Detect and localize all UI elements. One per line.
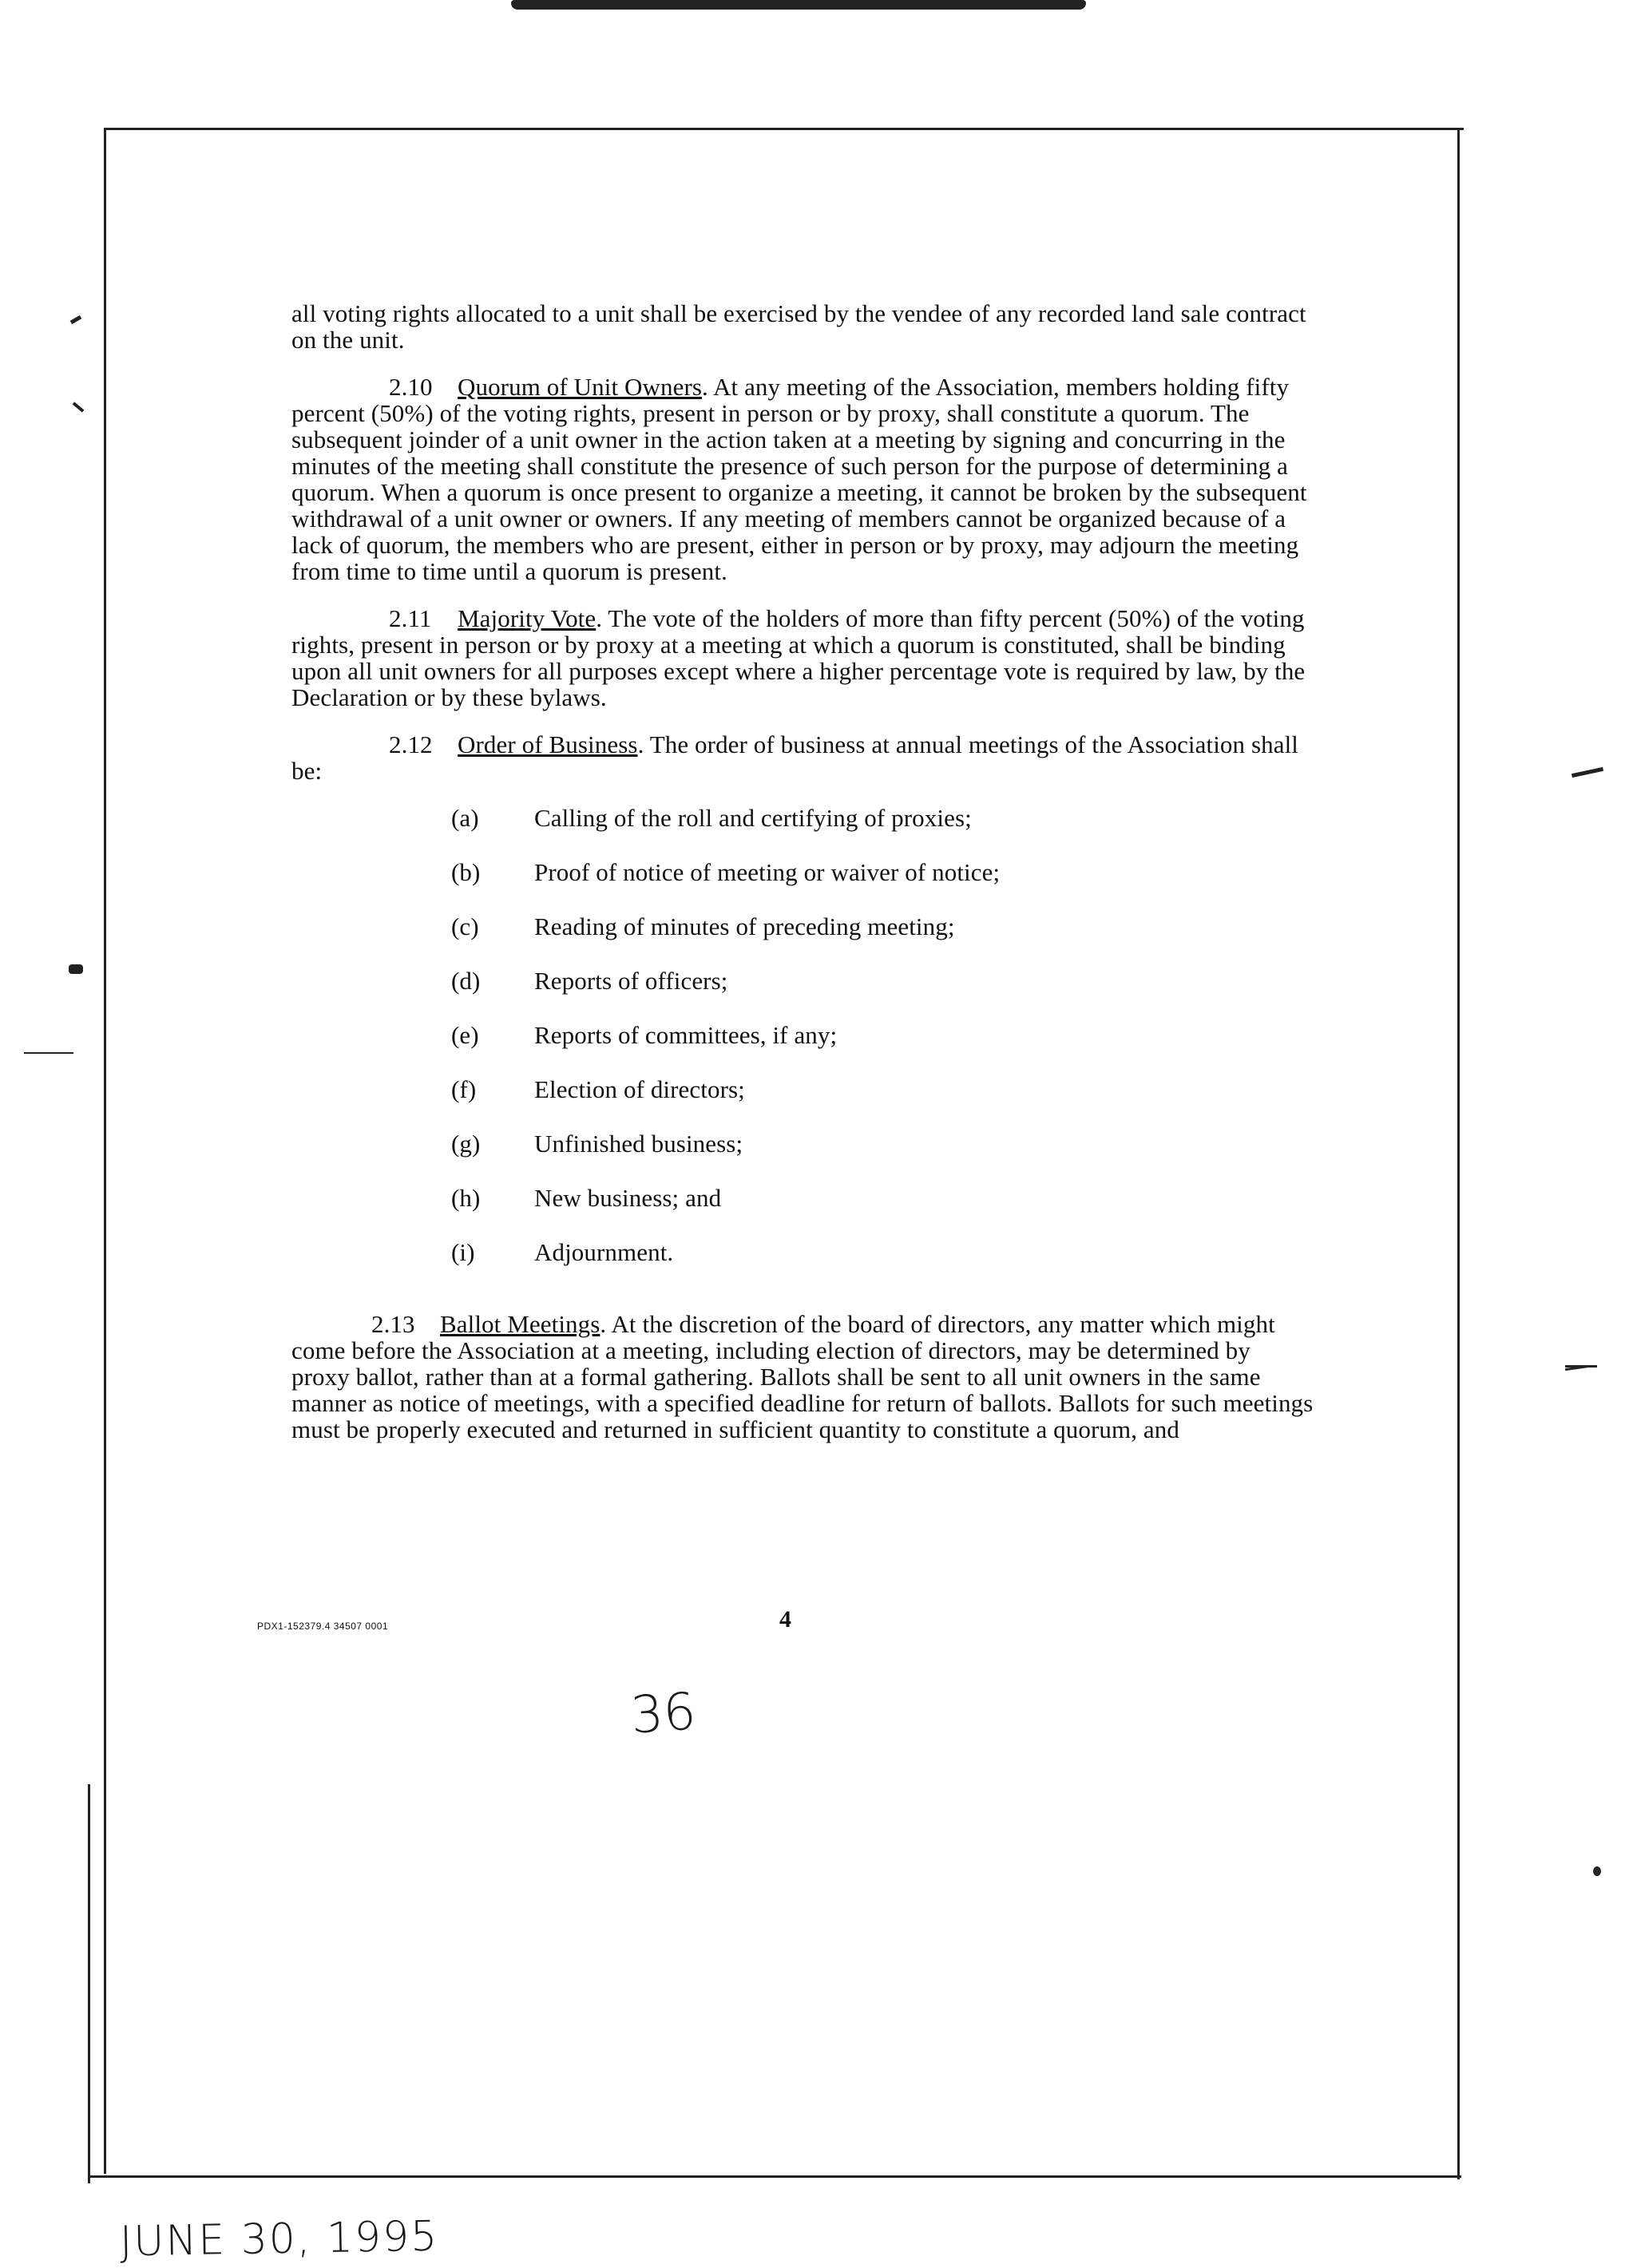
list-item: [291, 805, 1314, 859]
list-item: [291, 1239, 1314, 1293]
list-text: Unfinished business;: [534, 1130, 743, 1158]
list-item: [291, 1185, 1314, 1239]
list-item: [291, 968, 1314, 1022]
section-body: . At the discretion of the board of directors, any matter which might come before the Association at a meeting, including election of directors, may be determined by proxy ballot, rather than at a formal gathering. Ballots shall be sent to all unit owners in the same manner as notice of meetings, with a specified deadline for return of ballots. Ballots for such meetings must be properly executed and returned in sufficient quantity to constitute a quorum, and: [291, 1310, 1314, 1443]
list-text: Proof of notice of meeting or waiver of notice;: [534, 858, 1001, 886]
list-label: (f): [451, 1075, 477, 1103]
section-number: 2.10: [389, 373, 433, 401]
list-label: (d): [451, 967, 481, 995]
list-label: (e): [451, 1021, 479, 1049]
section-2-11: [291, 605, 1314, 710]
list-item: [291, 1076, 1314, 1130]
list-label: (b): [451, 858, 481, 886]
section-body: . The order of business at annual meetings of the Association shall be:: [291, 730, 1299, 785]
section-body: . The vote of the holders of more than fifty percent (50%) of the voting rights, present in person or by proxy at a meeting at which a quorum is constituted, shall be binding upon all unit owners for all purposes except where a higher percentage vote is required by law, by the Declaration or by these bylaws.: [291, 604, 1306, 711]
list-text: Adjournment.: [534, 1238, 674, 1266]
section-number: 2.11: [389, 604, 432, 632]
section-heading: Ballot Meetings: [440, 1310, 600, 1338]
document-code: PDX1-152379.4 34507 0001: [257, 1621, 389, 1632]
section-2-10: [291, 374, 1314, 584]
scan-speck: [1572, 767, 1603, 778]
list-text: Calling of the roll and certifying of proxies;: [534, 804, 972, 832]
section-number: 2.12: [389, 730, 433, 758]
list-label: (c): [451, 912, 479, 940]
list-text: Reports of officers;: [534, 967, 728, 995]
right-rule: [1457, 128, 1460, 2179]
list-item: [291, 913, 1314, 968]
list-text: Reading of minutes of preceding meeting;: [534, 912, 955, 940]
left-rule: [88, 1784, 90, 2183]
scan-speck: [69, 964, 83, 974]
intro-paragraph: all voting rights allocated to a unit shall be exercised by the vendee of any recorded land sale contract on the unit.: [291, 299, 1306, 354]
scan-speck: [1593, 1866, 1601, 1876]
list-label: (h): [451, 1184, 481, 1212]
scan-artifact: [511, 0, 1086, 10]
list-label: (i): [451, 1238, 475, 1266]
page-number: 4: [779, 1606, 791, 1633]
list-item: [291, 859, 1314, 913]
list-item: [291, 1022, 1314, 1076]
section-2-12: [291, 731, 1314, 784]
section-heading: Order of Business: [458, 730, 638, 758]
section-2-13: [291, 1311, 1314, 1443]
handwritten-number: 36: [628, 1682, 698, 1746]
document-body: [291, 300, 1314, 1463]
list-item: [291, 1130, 1314, 1185]
scan-speck: [24, 1052, 73, 1054]
scan-speck: [73, 402, 85, 412]
section-heading: Majority Vote: [458, 604, 597, 632]
bottom-rule: [88, 2175, 1461, 2178]
list-label: (a): [451, 804, 479, 832]
section-body: . At any meeting of the Association, members holding fifty percent (50%) of the voting rights, present in person or by proxy, shall constitute a quorum. The subsequent joinder of a unit owner in the action taken at a meeting by signing and concurring in the minutes of the meeting shall constitute the presence of such person for the purpose of determining a quorum. When a quorum is once present to organize a meeting, it cannot be broken by the subsequent withdrawal of a unit owner or owners. If any meeting of members cannot be organized because of a lack of quorum, the members who are present, either in person or by proxy, may adjourn the meeting from time to time until a quorum is present.: [291, 373, 1307, 585]
section-heading: Quorum of Unit Owners: [458, 373, 703, 401]
order-of-business-list: [291, 805, 1314, 1293]
handwritten-date: JUNE 30, 1995: [119, 2212, 439, 2266]
list-text: Election of directors;: [534, 1075, 745, 1103]
scan-speck: [70, 315, 82, 324]
list-label: (g): [451, 1130, 481, 1158]
section-number: 2.13: [371, 1310, 415, 1338]
list-text: New business; and: [534, 1184, 722, 1212]
list-text: Reports of committees, if any;: [534, 1021, 838, 1049]
